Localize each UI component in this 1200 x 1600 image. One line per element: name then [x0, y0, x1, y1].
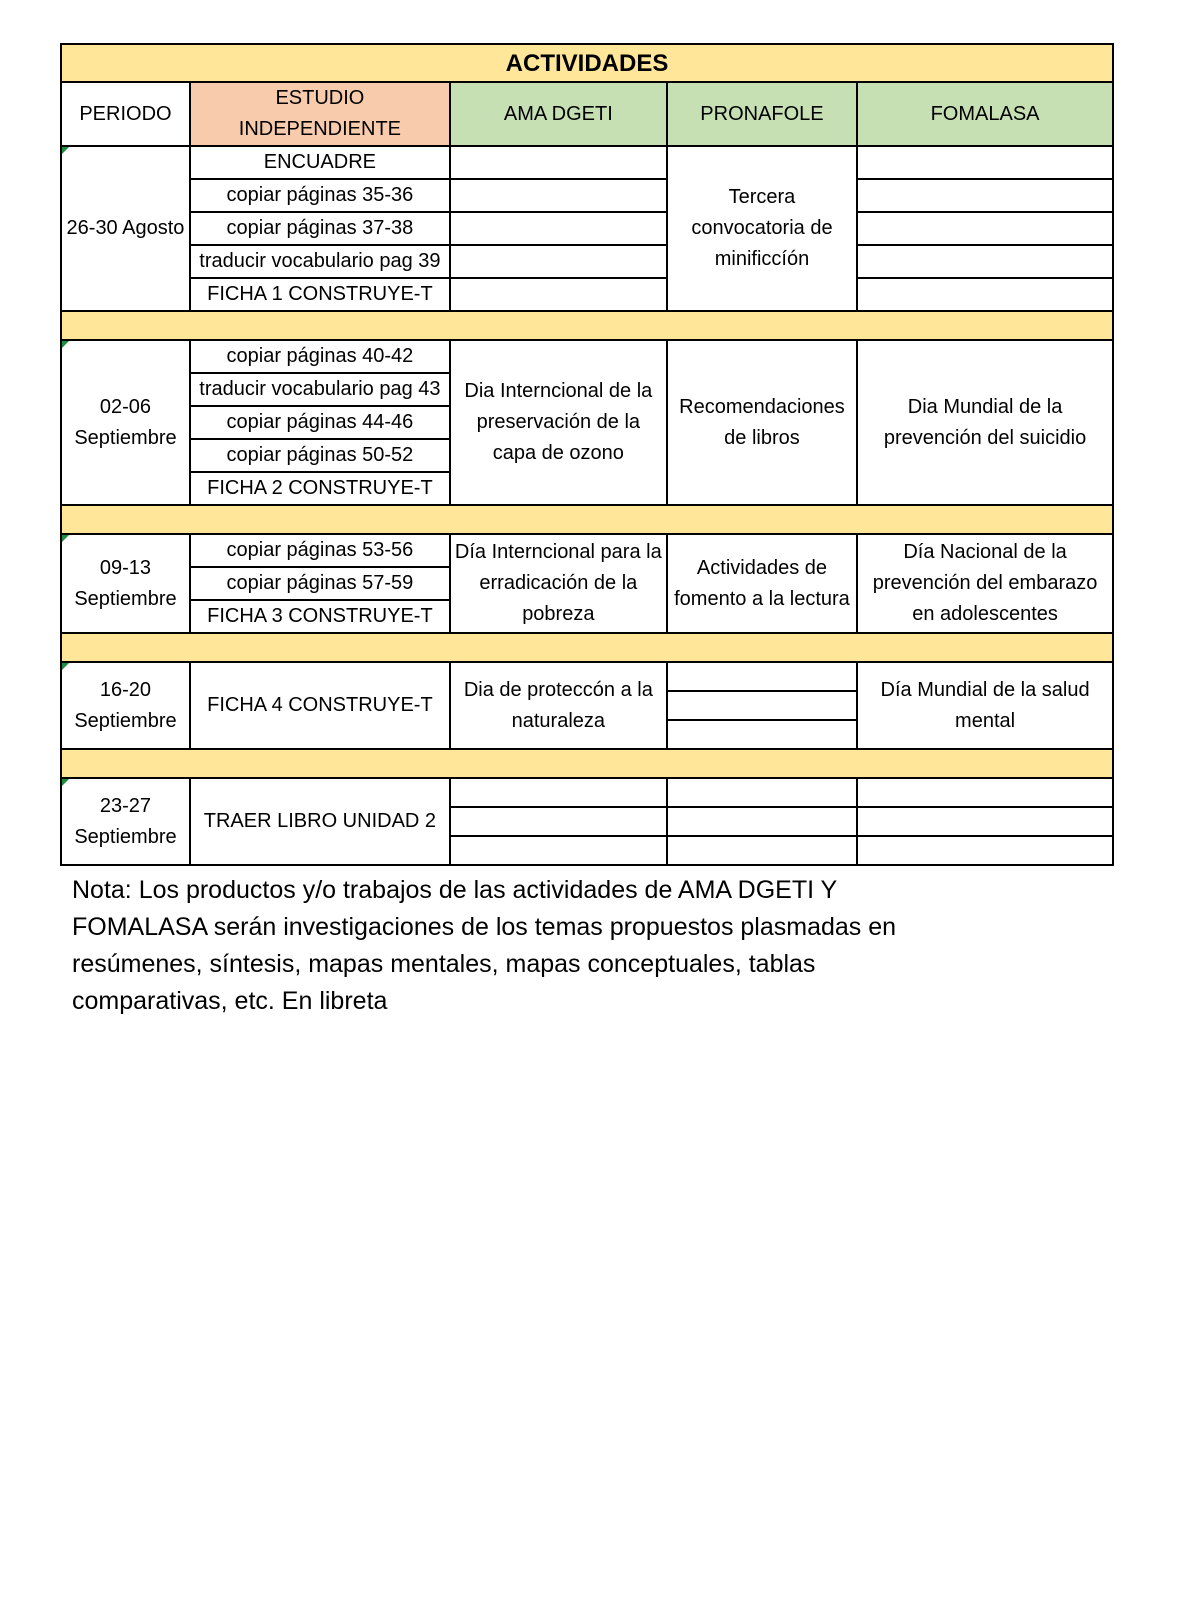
fomalasa-cell: Dia Mundial de la prevención del suicidio [857, 340, 1113, 505]
ama-cell [450, 179, 667, 212]
fomalasa-cell [857, 245, 1113, 278]
week-separator [61, 505, 1113, 534]
fomalasa-cell: Día Mundial de la salud mental [857, 662, 1113, 749]
estudio-cell: TRAER LIBRO UNIDAD 2 [190, 778, 450, 865]
estudio-cell: FICHA 4 CONSTRUYE-T [190, 662, 450, 749]
note-text: Nota: Los productos y/o trabajos de las actividades de AMA DGETI Y FOMALASA serán investigaciones de los temas propuestos plasmadas en resúmenes, síntesis, mapas mentales, mapas conceptuales, tablas comparativas, etc. En libreta [72, 876, 897, 1015]
week-separator [61, 749, 1113, 778]
pronafole-cell: Actividades de fomento a la lectura [667, 534, 857, 633]
period-cell: 26-30 Agosto [61, 146, 190, 311]
fomalasa-cell [857, 146, 1113, 179]
fomalasa-cell [857, 212, 1113, 245]
ama-cell: Día Interncional para la erradicación de la pobreza [450, 534, 667, 633]
header-fomalasa: FOMALASA [857, 82, 1113, 146]
pronafole-cell: Tercera convocatoria de minificcíón [667, 146, 857, 311]
estudio-cell: traducir vocabulario pag 43 [190, 373, 450, 406]
ama-cell: Dia Interncional de la preservación de la capa de ozono [450, 340, 667, 505]
period-cell: 16-20 Septiembre [61, 662, 190, 749]
estudio-cell: FICHA 3 CONSTRUYE-T [190, 600, 450, 633]
header-estudio-independiente: ESTUDIO INDEPENDIENTE [190, 82, 450, 146]
estudio-cell: copiar páginas 40-42 [190, 340, 450, 373]
estudio-cell: copiar páginas 44-46 [190, 406, 450, 439]
period-cell: 02-06 Septiembre [61, 340, 190, 505]
fomalasa-cell: Día Nacional de la prevención del embarazo en adolescentes [857, 534, 1113, 633]
ama-cell [450, 245, 667, 278]
week-separator [61, 311, 1113, 340]
fomalasa-cell [857, 836, 1113, 865]
pronafole-cell [667, 778, 857, 807]
fomalasa-cell [857, 778, 1113, 807]
ama-cell [450, 146, 667, 179]
estudio-cell: copiar páginas 37-38 [190, 212, 450, 245]
ama-cell [450, 836, 667, 865]
header-ama-dgeti: AMA DGETI [450, 82, 667, 146]
estudio-cell: FICHA 1 CONSTRUYE-T [190, 278, 450, 311]
table-title: ACTIVIDADES [61, 44, 1113, 82]
pronafole-cell: Recomendaciones de libros [667, 340, 857, 505]
fomalasa-cell [857, 807, 1113, 836]
activities-table [60, 43, 1114, 866]
pronafole-cell [667, 836, 857, 865]
ama-cell: Dia de proteccón a la naturaleza [450, 662, 667, 749]
ama-cell [450, 807, 667, 836]
pronafole-cell [667, 691, 857, 720]
estudio-cell: traducir vocabulario pag 39 [190, 245, 450, 278]
estudio-cell: ENCUADRE [190, 146, 450, 179]
estudio-cell: copiar páginas 50-52 [190, 439, 450, 472]
pronafole-cell [667, 720, 857, 749]
estudio-cell: copiar páginas 53-56 [190, 534, 450, 567]
pronafole-cell [667, 807, 857, 836]
fomalasa-cell [857, 278, 1113, 311]
estudio-cell: copiar páginas 57-59 [190, 567, 450, 600]
activities-sheet [60, 43, 1114, 866]
week-separator [61, 633, 1113, 662]
estudio-cell: copiar páginas 35-36 [190, 179, 450, 212]
header-periodo: PERIODO [61, 82, 190, 146]
ama-cell [450, 212, 667, 245]
estudio-cell: FICHA 2 CONSTRUYE-T [190, 472, 450, 505]
header-pronafole: PRONAFOLE [667, 82, 857, 146]
ama-cell [450, 778, 667, 807]
period-cell: 09-13 Septiembre [61, 534, 190, 633]
ama-cell [450, 278, 667, 311]
fomalasa-cell [857, 179, 1113, 212]
period-cell: 23-27 Septiembre [61, 778, 190, 865]
pronafole-cell [667, 662, 857, 691]
